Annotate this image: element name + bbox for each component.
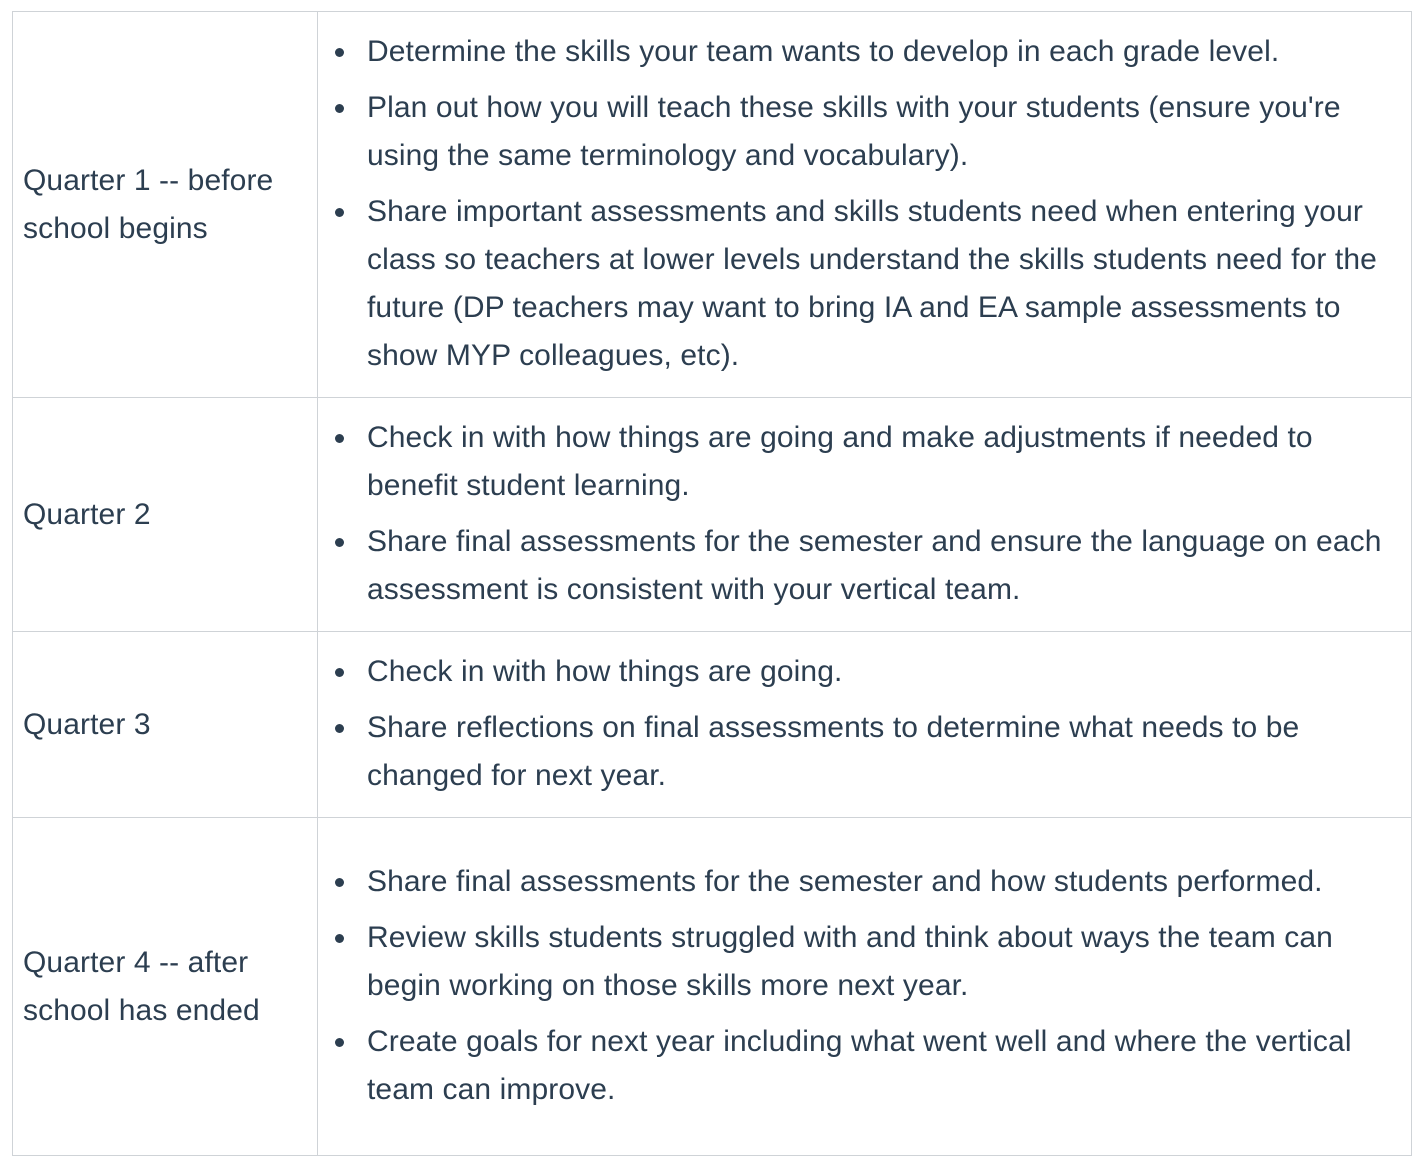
task-list <box>318 28 1391 380</box>
quarter-cell: Quarter 2 <box>13 398 318 632</box>
task-list <box>318 414 1391 614</box>
task-list <box>318 858 1391 1114</box>
list-item: Create goals for next year including what went well and where the vertical team can improve. <box>318 1018 1391 1114</box>
table-row <box>13 632 1412 818</box>
list-item: Determine the skills your team wants to develop in each grade level. <box>318 28 1391 76</box>
task-list <box>318 648 1391 800</box>
list-item: Share important assessments and skills students need when entering your class so teachers at lower levels understand the skills students need for the future (DP teachers may want to bring IA and EA sample assessments to show MYP colleagues, etc). <box>318 188 1391 380</box>
table-row <box>13 818 1412 1156</box>
list-item: Share final assessments for the semester and ensure the language on each assessment is consistent with your vertical team. <box>318 518 1391 614</box>
list-item: Share final assessments for the semester and how students performed. <box>318 858 1391 906</box>
tasks-cell <box>318 632 1412 818</box>
list-item: Review skills students struggled with and think about ways the team can begin working on those skills more next year. <box>318 914 1391 1010</box>
quarter-cell: Quarter 1 -- before school begins <box>13 12 318 398</box>
tasks-cell <box>318 12 1412 398</box>
quarter-cell: Quarter 4 -- after school has ended <box>13 818 318 1156</box>
list-item: Plan out how you will teach these skills with your students (ensure you're using the same terminology and vocabulary). <box>318 84 1391 180</box>
vertical-team-plan-table <box>12 11 1412 1156</box>
tasks-cell <box>318 398 1412 632</box>
list-item: Check in with how things are going. <box>318 648 1391 696</box>
table-row <box>13 398 1412 632</box>
list-item: Share reflections on final assessments to determine what needs to be changed for next year. <box>318 704 1391 800</box>
quarter-cell: Quarter 3 <box>13 632 318 818</box>
list-item: Check in with how things are going and make adjustments if needed to benefit student learning. <box>318 414 1391 510</box>
tasks-cell <box>318 818 1412 1156</box>
table-row <box>13 12 1412 398</box>
